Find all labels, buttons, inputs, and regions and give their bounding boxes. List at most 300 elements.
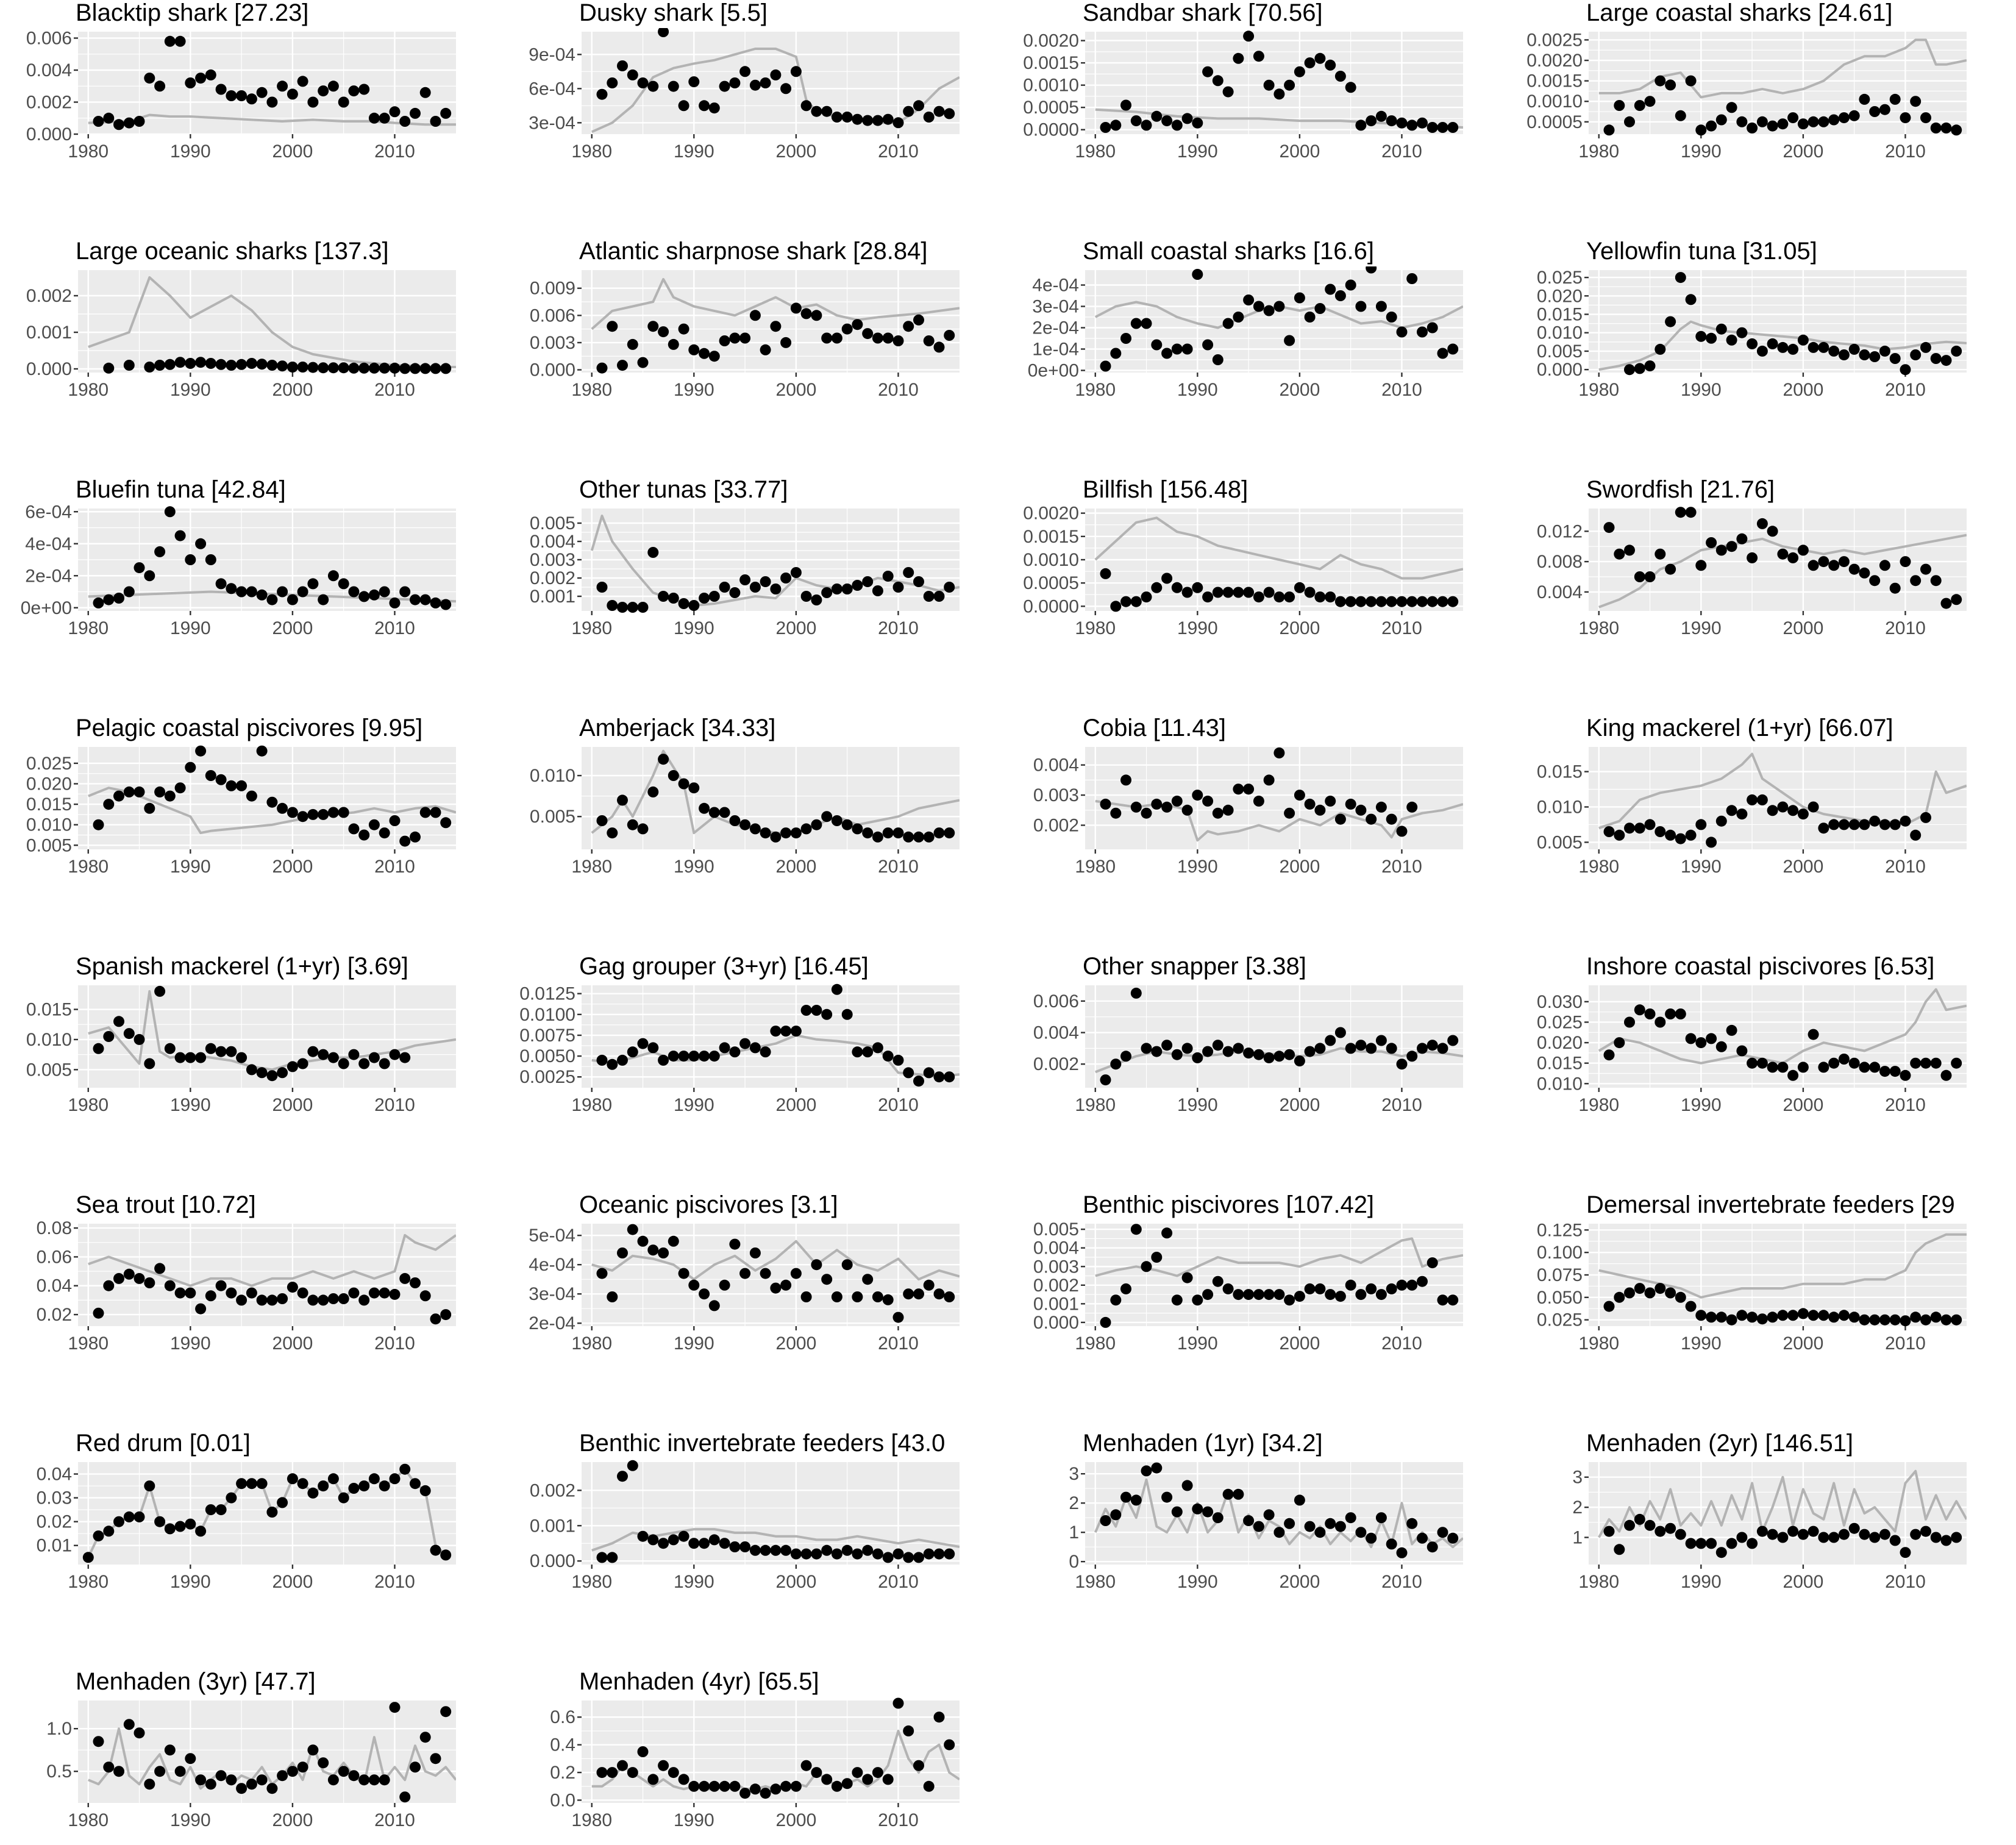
observed-point (1757, 794, 1768, 805)
observed-point (760, 1046, 771, 1057)
observed-point (297, 1761, 308, 1772)
observed-point (1141, 1043, 1152, 1054)
observed-point (1223, 318, 1234, 329)
observed-point (246, 93, 257, 104)
observed-point (1654, 1283, 1665, 1294)
observed-point (1910, 349, 1921, 360)
panel (26, 715, 456, 877)
panel (26, 0, 456, 162)
x-tick-label: 2000 (272, 857, 313, 877)
y-tick-label: 0 (1069, 1552, 1079, 1572)
observed-point (597, 1767, 608, 1778)
observed-point (1161, 802, 1172, 813)
panel (1023, 476, 1463, 638)
observed-point (358, 1774, 369, 1785)
x-tick-label: 2010 (1381, 1572, 1422, 1592)
observed-point (1264, 305, 1275, 316)
y-tick-label: 0e+00 (1027, 360, 1079, 381)
x-tick-label: 2010 (1381, 380, 1422, 400)
observed-point (338, 362, 349, 373)
observed-point (1624, 823, 1635, 833)
panel-title: Blacktip shark [27.23] (76, 0, 309, 26)
observed-point (165, 506, 176, 517)
observed-point (358, 830, 369, 841)
observed-point (1736, 327, 1747, 338)
observed-point (1386, 1538, 1397, 1549)
observed-point (1427, 596, 1438, 607)
observed-point (1839, 349, 1850, 360)
observed-point (318, 809, 329, 820)
observed-point (719, 582, 730, 593)
observed-point (348, 363, 359, 374)
panel-title: Sandbar shark [70.56] (1083, 0, 1323, 26)
observed-point (1294, 293, 1305, 304)
observed-point (318, 362, 329, 373)
observed-point (638, 1236, 649, 1247)
observed-point (1345, 799, 1356, 810)
observed-point (1849, 110, 1860, 121)
panel (530, 238, 960, 400)
observed-point (1172, 1294, 1183, 1305)
panel (1526, 0, 1967, 162)
observed-point (93, 1308, 104, 1319)
x-tick-label: 2000 (1279, 141, 1320, 162)
observed-point (1284, 808, 1295, 819)
observed-point (1325, 796, 1336, 807)
observed-point (1437, 1043, 1448, 1054)
observed-point (1808, 1029, 1819, 1040)
observed-point (1172, 1049, 1183, 1060)
observed-point (709, 1300, 720, 1311)
observed-point (934, 1288, 945, 1299)
observed-point (1366, 115, 1377, 126)
observed-point (832, 333, 842, 344)
observed-point (399, 1791, 410, 1802)
observed-point (1736, 808, 1747, 819)
observed-point (390, 598, 401, 608)
observed-point (379, 587, 390, 598)
observed-point (739, 574, 750, 585)
observed-point (307, 809, 318, 820)
observed-point (1726, 541, 1737, 552)
observed-point (688, 1781, 699, 1792)
observed-point (638, 823, 649, 834)
observed-point (440, 1549, 451, 1560)
observed-point (1273, 748, 1284, 758)
observed-point (195, 538, 206, 549)
observed-point (205, 1504, 216, 1515)
observed-point (1726, 335, 1737, 346)
observed-point (1233, 1289, 1244, 1300)
panel-title: Large coastal sharks [24.61] (1586, 0, 1893, 26)
observed-point (266, 797, 277, 808)
observed-point (1665, 564, 1676, 575)
observed-point (1910, 575, 1921, 586)
observed-point (328, 570, 339, 581)
observed-point (144, 803, 155, 814)
observed-point (627, 1460, 638, 1471)
observed-point (1406, 273, 1417, 284)
observed-point (1345, 1043, 1356, 1054)
observed-point (1151, 1046, 1162, 1057)
observed-point (699, 1288, 710, 1299)
observed-point (924, 112, 935, 123)
observed-point (872, 1549, 883, 1560)
observed-point (1386, 596, 1397, 607)
x-tick-label: 1980 (1578, 1333, 1620, 1354)
observed-point (1900, 1547, 1911, 1558)
x-tick-label: 2000 (1783, 141, 1824, 162)
observed-point (1859, 94, 1870, 105)
observed-point (113, 1273, 124, 1284)
observed-point (811, 1549, 822, 1560)
observed-point (924, 832, 935, 843)
observed-point (872, 832, 883, 843)
observed-point (1716, 816, 1727, 827)
observed-point (638, 1531, 649, 1542)
observed-point (1141, 808, 1152, 819)
observed-point (1273, 1289, 1284, 1300)
observed-point (1406, 802, 1417, 813)
observed-point (739, 66, 750, 77)
observed-point (791, 1549, 802, 1560)
observed-point (1654, 549, 1665, 560)
observed-point (307, 1744, 318, 1755)
observed-point (1890, 819, 1901, 830)
observed-point (821, 1774, 832, 1785)
observed-point (195, 1052, 206, 1063)
observed-point (1654, 344, 1665, 355)
observed-point (1726, 805, 1737, 816)
panel (37, 1430, 456, 1592)
observed-point (1335, 71, 1346, 82)
observed-point (1614, 1037, 1625, 1048)
panel (21, 476, 456, 638)
y-tick-label: 0.001 (529, 1516, 575, 1536)
x-tick-label: 2010 (1885, 1333, 1926, 1354)
observed-point (287, 362, 298, 373)
panel (1537, 238, 1967, 400)
y-tick-label: 0.004 (1033, 1022, 1079, 1043)
panel (530, 476, 960, 638)
observed-point (1879, 1315, 1890, 1326)
x-tick-label: 2010 (1381, 618, 1422, 638)
observed-point (1264, 1052, 1275, 1063)
observed-point (1233, 587, 1244, 598)
panel-title: Gag grouper (3+yr) [16.45] (579, 953, 869, 980)
x-tick-label: 2010 (1885, 380, 1926, 400)
observed-point (739, 1541, 750, 1552)
observed-point (647, 547, 658, 558)
observed-point (883, 1294, 894, 1305)
observed-point (338, 1293, 349, 1304)
x-tick-label: 1990 (169, 1095, 211, 1115)
observed-point (1706, 1538, 1717, 1549)
y-tick-label: 0.000 (529, 1551, 575, 1572)
observed-point (1716, 1041, 1727, 1052)
y-tick-label: 0.005 (26, 835, 72, 856)
panel (550, 1668, 960, 1830)
observed-point (699, 1538, 710, 1549)
panel (1028, 238, 1463, 400)
x-tick-label: 1980 (1578, 1572, 1620, 1592)
y-tick-label: 3e-04 (529, 1284, 575, 1305)
observed-point (1294, 1055, 1305, 1066)
observed-point (154, 986, 165, 997)
observed-point (1798, 1529, 1809, 1540)
observed-point (1325, 284, 1336, 295)
observed-point (1624, 1017, 1635, 1028)
observed-point (1757, 116, 1768, 127)
observed-point (1798, 808, 1809, 819)
observed-point (420, 1290, 431, 1301)
y-tick-label: 0.0010 (1023, 550, 1079, 570)
observed-point (658, 591, 669, 602)
observed-point (1366, 814, 1377, 825)
observed-point (729, 1239, 740, 1250)
observed-point (1849, 1523, 1860, 1534)
panel-title: Cobia [11.43] (1083, 715, 1226, 741)
observed-point (934, 106, 945, 117)
observed-point (1284, 1518, 1295, 1529)
observed-point (1253, 1289, 1264, 1300)
observed-point (719, 807, 730, 818)
observed-point (1634, 100, 1645, 111)
x-tick-label: 2000 (1783, 380, 1824, 400)
observed-point (338, 97, 349, 108)
y-tick-label: 0.0050 (519, 1046, 575, 1067)
observed-point (246, 1064, 257, 1075)
observed-point (821, 1274, 832, 1285)
observed-point (1273, 301, 1284, 312)
y-tick-label: 0.0005 (1526, 112, 1583, 132)
y-tick-label: 0.6 (550, 1707, 575, 1728)
observed-point (226, 583, 237, 594)
observed-point (1941, 598, 1952, 609)
observed-point (257, 590, 268, 601)
observed-point (1818, 556, 1829, 567)
observed-point (399, 363, 410, 374)
plot-panel (582, 270, 960, 373)
observed-point (913, 1288, 924, 1299)
panel (1033, 953, 1463, 1115)
y-tick-label: 0.006 (1033, 991, 1079, 1012)
observed-point (1665, 1008, 1676, 1019)
panel-title: Red drum [0.01] (76, 1430, 251, 1457)
observed-point (1202, 796, 1213, 807)
observed-point (277, 1497, 288, 1508)
observed-point (1182, 1272, 1193, 1283)
observed-point (709, 102, 720, 113)
observed-point (1376, 1289, 1387, 1300)
observed-point (297, 587, 308, 598)
observed-point (719, 1280, 730, 1291)
observed-point (883, 114, 894, 125)
x-tick-label: 2000 (1783, 1333, 1824, 1354)
observed-point (1345, 82, 1356, 93)
observed-point (1223, 1046, 1234, 1057)
observed-point (1213, 587, 1223, 598)
observed-point (607, 600, 618, 611)
observed-point (1284, 591, 1295, 602)
observed-point (617, 1247, 628, 1258)
observed-point (1417, 596, 1428, 607)
observed-point (1366, 1043, 1377, 1054)
observed-point (1161, 1492, 1172, 1503)
observed-point (1645, 1008, 1656, 1019)
observed-point (1859, 819, 1870, 830)
panel-title: Menhaden (3yr) [47.7] (76, 1668, 316, 1695)
observed-point (1808, 802, 1819, 813)
x-tick-label: 2010 (1885, 618, 1926, 638)
observed-point (739, 1038, 750, 1049)
y-tick-label: 6e-04 (529, 79, 575, 99)
observed-point (729, 587, 740, 598)
y-tick-label: 1.0 (46, 1719, 72, 1740)
observed-point (1614, 830, 1625, 841)
observed-point (760, 576, 771, 587)
observed-point (842, 324, 853, 335)
observed-point (124, 587, 135, 598)
observed-point (348, 823, 359, 834)
y-tick-label: 0.01 (36, 1535, 72, 1556)
observed-point (205, 554, 216, 565)
observed-point (154, 787, 165, 798)
observed-point (1253, 1049, 1264, 1060)
observed-point (1654, 1017, 1665, 1028)
x-tick-label: 1980 (68, 1572, 109, 1592)
observed-point (1665, 79, 1676, 90)
observed-point (369, 1774, 380, 1785)
observed-point (1305, 1283, 1316, 1294)
y-tick-label: 0.04 (36, 1276, 72, 1296)
observed-point (1314, 1527, 1325, 1538)
observed-point (1182, 805, 1193, 816)
observed-point (832, 112, 842, 123)
observed-point (1264, 80, 1275, 91)
observed-point (1736, 534, 1747, 544)
observed-point (216, 1046, 227, 1057)
observed-point (430, 363, 441, 374)
x-tick-label: 1980 (571, 1333, 613, 1354)
observed-point (1345, 596, 1356, 607)
observed-point (1910, 1058, 1921, 1069)
observed-point (1879, 1066, 1890, 1077)
observed-point (760, 1268, 771, 1279)
observed-point (175, 530, 186, 541)
observed-point (1869, 106, 1880, 117)
x-tick-label: 2000 (775, 1810, 817, 1830)
observed-point (348, 1049, 359, 1060)
observed-point (1808, 342, 1819, 353)
observed-point (1900, 1315, 1911, 1326)
observed-point (913, 1076, 924, 1087)
observed-point (1406, 1280, 1417, 1291)
observed-point (216, 1280, 227, 1291)
y-tick-label: 0.050 (1536, 1287, 1583, 1308)
observed-point (1192, 269, 1203, 280)
observed-point (1736, 1532, 1747, 1543)
observed-point (1100, 568, 1111, 579)
panel-title: Oceanic piscivores [3.1] (579, 1191, 838, 1218)
observed-point (154, 1263, 165, 1274)
observed-point (852, 1046, 863, 1057)
panel-title: Menhaden (2yr) [146.51] (1586, 1430, 1854, 1457)
observed-point (679, 598, 689, 609)
observed-point (246, 358, 257, 369)
y-tick-label: 3 (1572, 1467, 1583, 1488)
observed-point (627, 339, 638, 350)
observed-point (1757, 346, 1768, 357)
x-tick-label: 2010 (374, 380, 415, 400)
observed-point (1849, 819, 1860, 830)
observed-point (934, 1071, 945, 1082)
observed-point (597, 582, 608, 593)
observed-point (390, 1289, 401, 1300)
observed-point (852, 1291, 863, 1302)
y-tick-label: 0.010 (26, 1029, 72, 1050)
observed-point (1192, 790, 1203, 801)
observed-point (175, 1521, 186, 1532)
y-tick-label: 0.004 (1033, 755, 1079, 776)
observed-point (307, 97, 318, 108)
y-tick-label: 0.006 (529, 305, 575, 326)
x-tick-label: 2000 (775, 141, 817, 162)
x-tick-label: 1990 (169, 1810, 211, 1830)
observed-point (647, 81, 658, 92)
observed-point (1406, 1518, 1417, 1529)
observed-point (1386, 1283, 1397, 1294)
observed-point (709, 807, 720, 818)
observed-point (1747, 338, 1758, 349)
observed-point (1695, 124, 1706, 135)
observed-point (430, 1753, 441, 1764)
observed-point (369, 1052, 380, 1063)
x-tick-label: 2010 (878, 1095, 919, 1115)
observed-point (709, 1051, 720, 1062)
observed-point (1223, 587, 1234, 598)
observed-point (1665, 1523, 1676, 1534)
x-tick-label: 2010 (374, 141, 415, 162)
observed-point (688, 782, 699, 793)
panel-title: Dusky shark [5.5] (579, 0, 768, 26)
observed-point (297, 1058, 308, 1069)
observed-point (103, 1280, 114, 1291)
observed-point (1787, 1070, 1798, 1081)
observed-point (348, 587, 359, 598)
observed-point (1931, 575, 1942, 586)
observed-point (440, 599, 451, 610)
observed-point (1869, 816, 1880, 827)
observed-point (1253, 51, 1264, 62)
x-tick-label: 1990 (169, 857, 211, 877)
observed-point (668, 593, 679, 604)
y-tick-label: 0e+00 (20, 598, 72, 618)
observed-point (216, 774, 227, 785)
observed-point (420, 807, 431, 818)
observed-point (1202, 66, 1213, 77)
panel (1572, 1430, 1967, 1592)
observed-point (801, 1291, 812, 1302)
x-tick-label: 1990 (1680, 1572, 1722, 1592)
observed-point (811, 1005, 822, 1016)
observed-point (1325, 1518, 1336, 1529)
panel (1033, 715, 1463, 877)
observed-point (1192, 582, 1203, 593)
panel-title: Inshore coastal piscivores [6.53] (1586, 953, 1935, 980)
panel (1033, 1191, 1463, 1354)
observed-point (1726, 1025, 1737, 1036)
